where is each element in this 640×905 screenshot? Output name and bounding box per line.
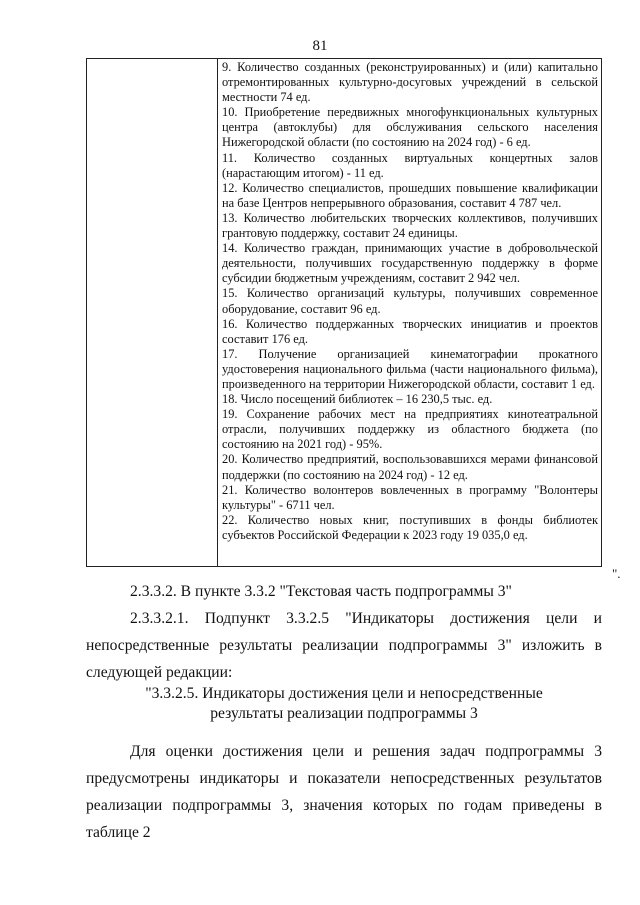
list-item: 9. Количество созданных (реконструированных) и (или) капитально отремонтированных культурно-досуговых учреждений в сельской местности 74 ед.: [222, 60, 598, 105]
list-item: 14. Количество граждан, принимающих участие в добровольческой деятельности, получивших государственную поддержку в форме субсидии бюджетным учреждениям, составит 2 942 чел.: [222, 241, 598, 286]
heading-line: "3.3.2.5. Индикаторы достижения цели и непосредственные: [145, 685, 543, 702]
list-item: 19. Сохранение рабочих мест на предприятиях кинотеатральной отрасли, получивших поддержку из областного бюджета (по состоянию на 2021 год) - 95%.: [222, 407, 598, 452]
body-paragraph: Для оценки достижения цели и решения задач подпрограммы 3 предусмотрены индикаторы и показатели непосредственных результатов реализации подпрограммы 3, значения которых по годам приведены в таблице 2: [86, 743, 602, 841]
list-item: 13. Количество любительских творческих коллективов, получивших грантовую поддержку, составит 24 единицы.: [222, 210, 598, 241]
list-item: 20. Количество предприятий, воспользовавшихся мерами финансовой поддержки (по состоянию на 2024 год) - 12 ед.: [222, 452, 598, 482]
paragraph-clause-2-3-3-2: 2.3.3.2. В пункте 3.3.2 "Текстовая часть подпрограммы 3": [130, 583, 512, 600]
table-right-cell: [218, 59, 601, 566]
list-item: 15. Количество организаций культуры, получивших современное оборудование, составит 96 ед.: [222, 286, 598, 316]
list-item: 12. Количество специалистов, прошедших повышение квалификации на базе Центров непрерывного образования, составит 4 787 чел.: [222, 180, 598, 210]
list-item: 18. Число посещений библиотек – 16 230,5 тыс. ед.: [222, 392, 493, 407]
list-item: 16. Количество поддержанных творческих инициатив и проектов составит 176 ед.: [222, 316, 598, 346]
heading-line: результаты реализации подпрограммы 3: [210, 705, 478, 722]
list-item: 21. Количество волонтеров вовлеченных в программу "Волонтеры культуры" - 6711 чел.: [222, 482, 598, 512]
list-item: 11. Количество созданных виртуальных концертных залов (нарастающим итогом) - 11 ед.: [222, 150, 598, 180]
closing-quote: ".: [612, 566, 621, 581]
page-number: 81: [312, 38, 328, 54]
indicators-table: [86, 58, 602, 567]
table-left-cell: [87, 59, 218, 566]
list-item: 22. Количество новых книг, поступивших в фонды библиотек субъектов Российской Федерации к 2023 году 19 035,0 ед.: [222, 512, 598, 542]
section-heading: [86, 684, 602, 724]
paragraph-clause-2-3-3-2-1: 2.3.3.2.1. Подпункт 3.3.2.5 "Индикаторы достижения цели и непосредственные результаты реализации подпрограммы 3" изложить в следующей редакции:: [86, 610, 602, 681]
list-item: 10. Приобретение передвижных многофункциональных культурных центра (автоклубы) для обслуживания сельского населения Нижегородской области (по состоянию на 2024 год) - 6 ед.: [222, 105, 598, 150]
list-item: 17. Получение организацией кинематографии прокатного удостоверения национального фильма (части национального фильма), произведенного на территории Нижегородской области, составит 1 ед.: [222, 346, 598, 391]
